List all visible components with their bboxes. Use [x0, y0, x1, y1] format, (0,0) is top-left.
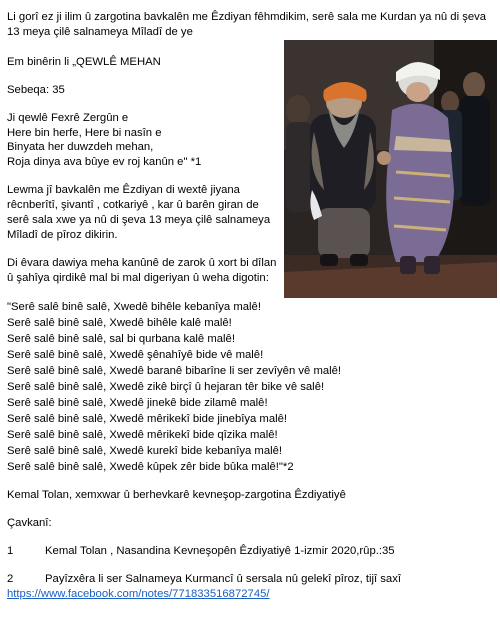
author-line: Kemal Tolan, xemxwar û berhevkarê kevneşop-zargotina Êzdiyatiyê	[7, 489, 346, 502]
blessing-line: Serê salê binê salê, Xwedê mêrikekî bide qîzika malê!	[7, 428, 278, 441]
reference-text: Kemal Tolan , Nasandina Kevneşopên Êzdiyatiyê 1-izmir 2020,rûp.:35	[45, 544, 395, 557]
paragraph-two: Di êvara dawiya meha kanûnê de zarok û xort bi dîlan û şahîya qirdikê mal bi mal digeriyan û weha digotin:	[7, 256, 277, 284]
blessing-line: Serê salê binê salê, Xwedê kurekî bide kebanîya malê!	[7, 444, 283, 457]
blessing-line: Serê salê binê salê, Xwedê mêrikekî bide jinebîya malê!	[7, 412, 288, 425]
blessing-line: Serê salê binê salê, Xwedê şênahîyê bide vê malê!	[7, 348, 264, 361]
verse-line: Here bin herfe, Here bi nasîn e	[7, 126, 162, 139]
lead-line: Em binêrin li „QEWLÊ MEHAN	[7, 55, 161, 68]
verse-line: Binyata her duwzdeh mehan,	[7, 141, 154, 154]
paragraph-one: Lewma jî bavkalên me Êzdiyan di wextê jiyana rêcnberîtî, şivantî , cotkariyê , kar û barên giran de serê sala xwe ya nû di şeva 13 meya çilê salnameya Mîladî de pîroz dikirin.	[7, 184, 271, 241]
blessing-line: Serê salê binê salê, Xwedê jinekê bide zilamê malê!	[7, 396, 268, 409]
sources-heading: Çavkanî:	[7, 516, 52, 529]
reference-item	[7, 544, 495, 559]
left-column	[7, 55, 282, 286]
reference-text: Payîzxêra li ser Salnameya Kurmancî û sersala nû gelekî pîroz, tijî saxî	[45, 572, 402, 585]
blessing-verses	[7, 299, 495, 475]
blessing-line: Serê salê binê salê, Xwedê baranê bibarîne li ser zevîyên vê malê!	[7, 364, 342, 377]
verse-line: Roja dinya ava bûye ev roj kanûn e" *1	[7, 156, 202, 169]
blessing-line: "Serê salê binê salê, Xwedê bihêle kebanîya malê!	[7, 300, 261, 313]
celebration-photo	[284, 40, 497, 298]
blessing-line: Serê salê binê salê, sal bi qurbana kalê malê!	[7, 332, 235, 345]
blessing-line: Serê salê binê salê, Xwedê zikê birçî û hejaran têr bike vê salê!	[7, 380, 325, 393]
verse-line: Ji qewlê Fexrê Zergûn e	[7, 111, 129, 124]
reference-number: 1	[7, 544, 14, 557]
reference-item	[7, 572, 495, 587]
intro-paragraph: Li gorî ez ji ilim û zargotina bavkalên me Êzdiyan fêhmdikim, serê sala me Kurdan ya nû di şeva 13 meya çilê salnameya Mîladî de ye	[7, 11, 487, 38]
blessing-line: Serê salê binê salê, Xwedê bihêle kalê malê!	[7, 316, 232, 329]
sebeq-line: Sebeqa: 35	[7, 83, 65, 96]
blessing-line: Serê salê binê salê, Xwedê kûpek zêr bide bûka malê!"*2	[7, 461, 294, 473]
verse-block	[7, 111, 282, 171]
reference-number: 2	[7, 572, 14, 585]
source-link[interactable]: https://www.facebook.com/notes/771833516872745/	[7, 587, 270, 600]
